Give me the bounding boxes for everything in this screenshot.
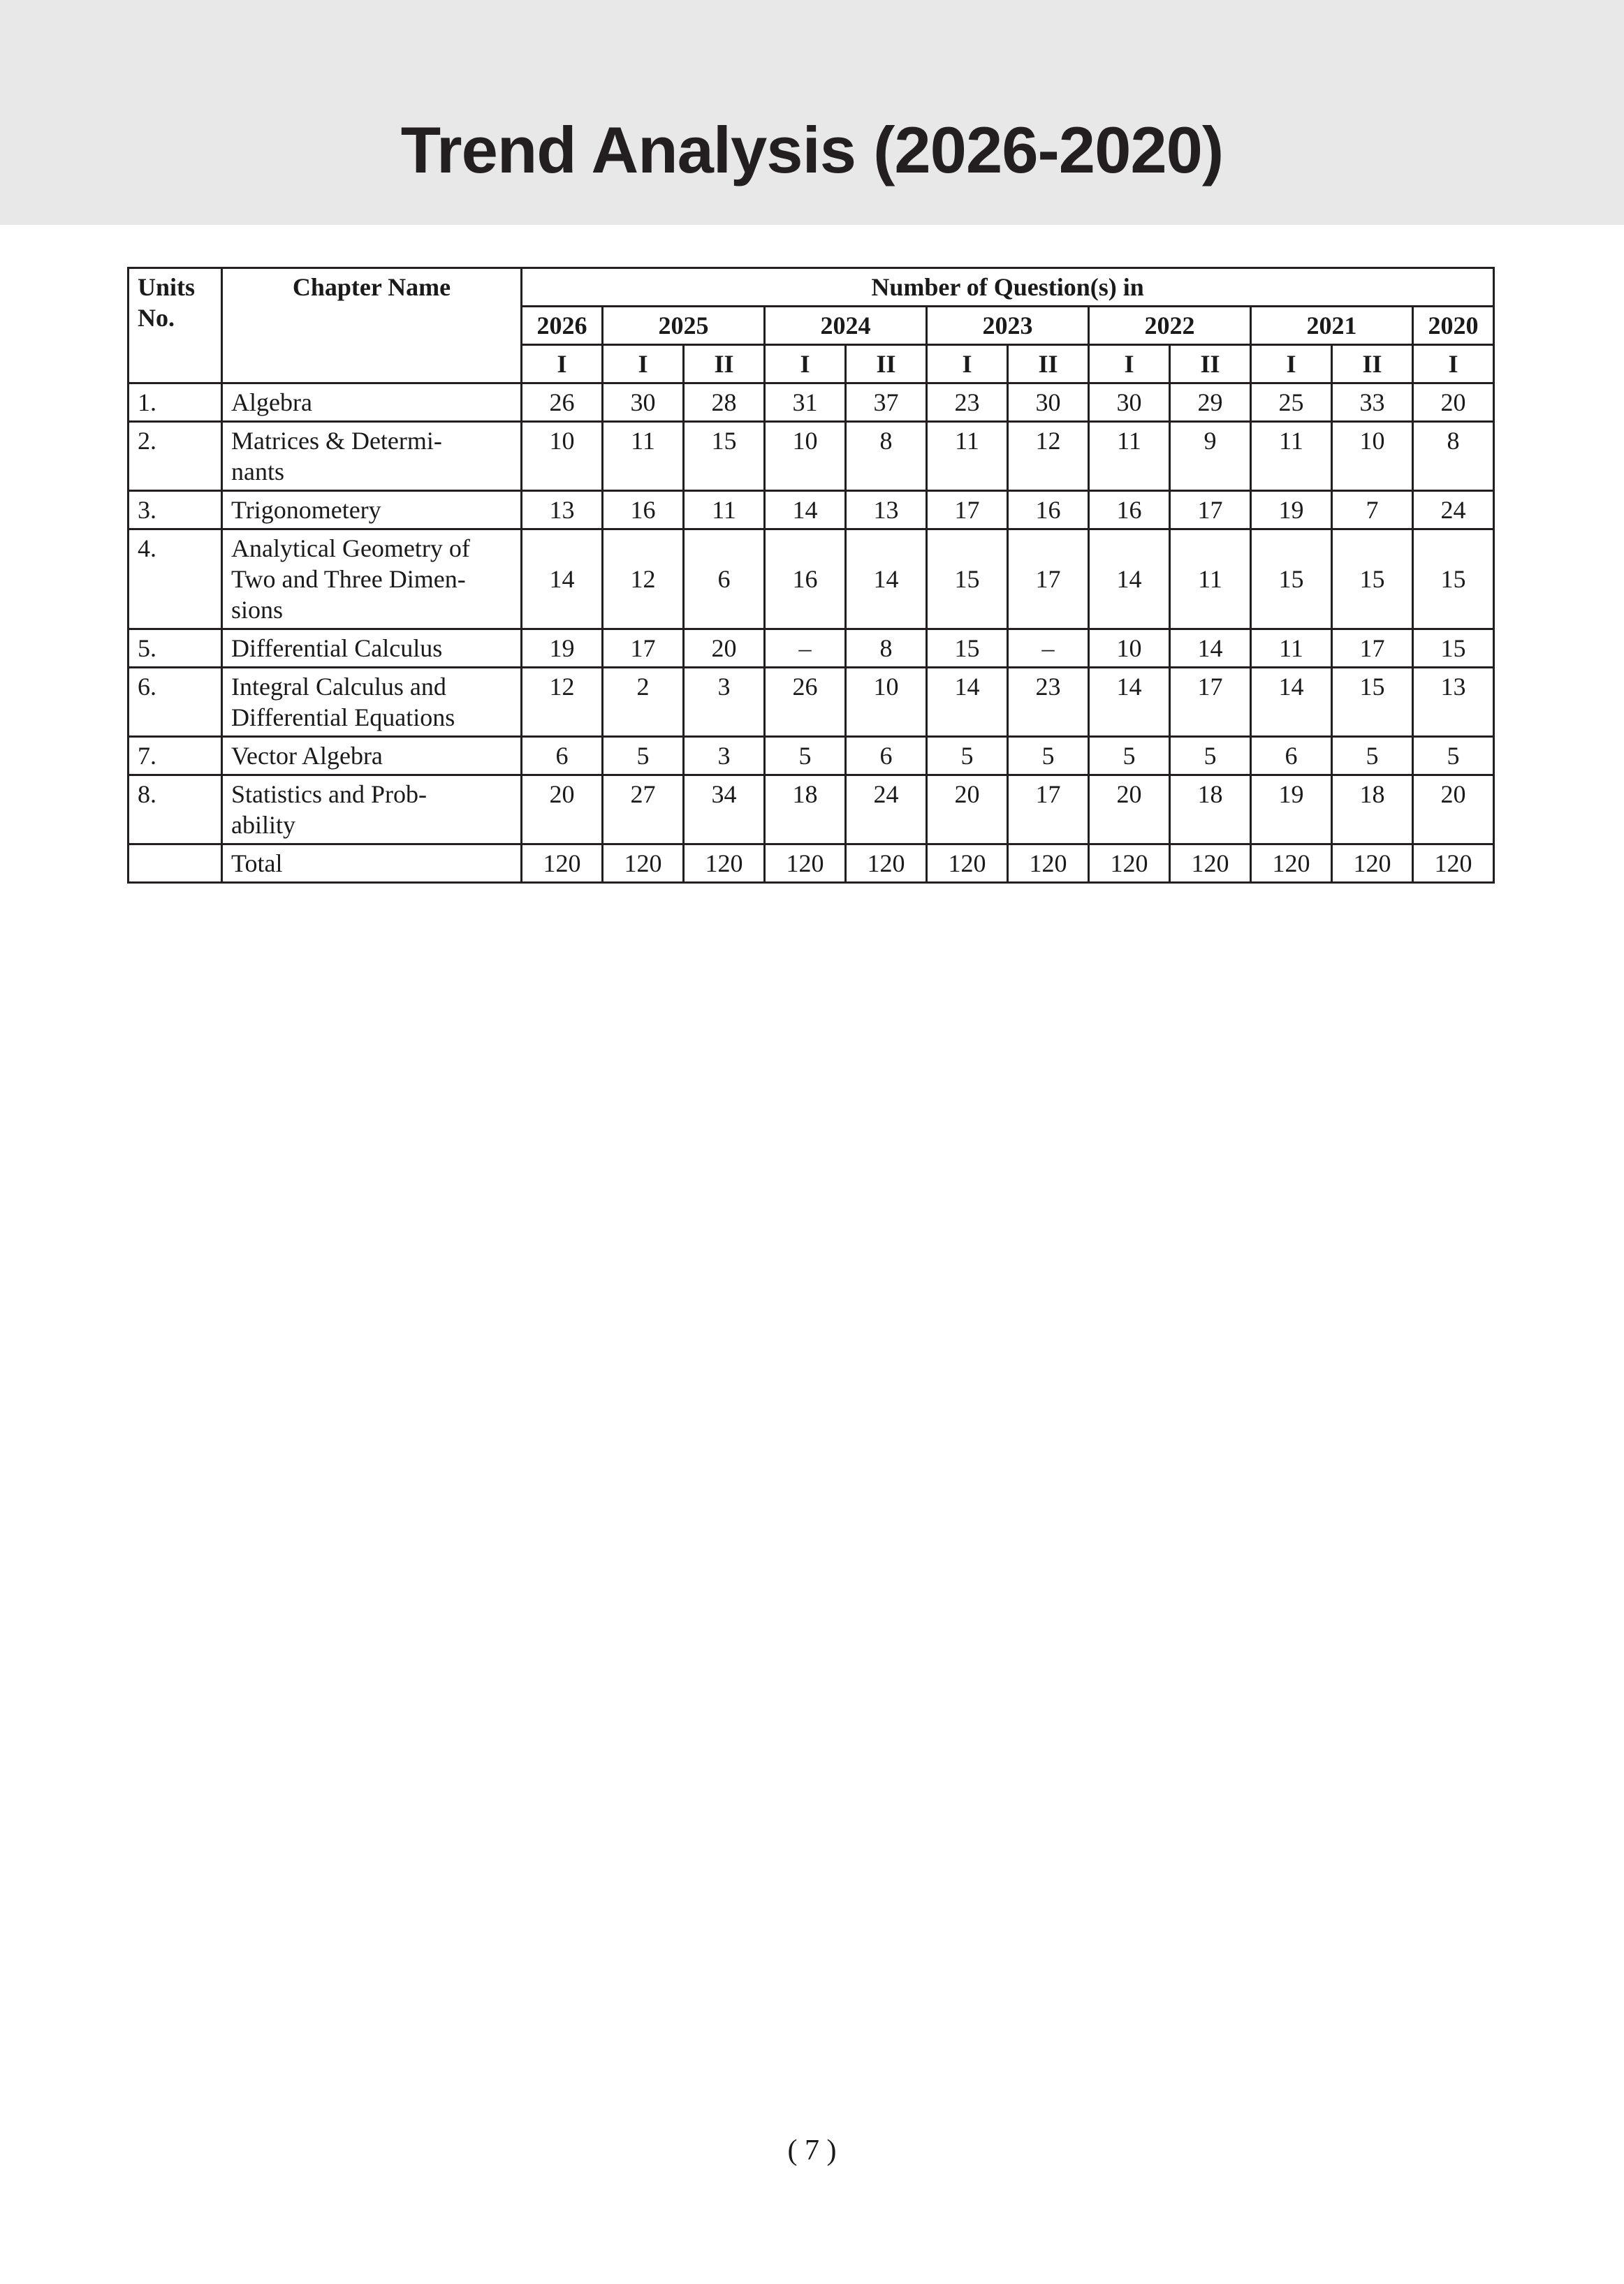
question-count-cell: 20 (927, 775, 1008, 844)
question-count-cell: 16 (603, 491, 684, 529)
session-header: I (522, 345, 603, 383)
question-count-cell: 34 (684, 775, 765, 844)
question-count-cell: 14 (1089, 668, 1170, 737)
table-row (129, 422, 1494, 491)
question-count-cell: – (1008, 629, 1089, 668)
session-header: I (603, 345, 684, 383)
year-header: 2020 (1413, 307, 1494, 345)
session-header: I (765, 345, 846, 383)
question-count-cell: 18 (765, 775, 846, 844)
unit-number-cell: 5. (129, 629, 222, 668)
chapter-name-cell: Analytical Geometry of Two and Three Dimen- sions (222, 529, 522, 629)
question-count-cell: 15 (1332, 529, 1413, 629)
question-count-cell: 26 (522, 383, 603, 422)
question-count-cell: 120 (684, 844, 765, 883)
question-count-cell: 5 (1089, 737, 1170, 775)
question-count-cell: 5 (1332, 737, 1413, 775)
table-row (129, 737, 1494, 775)
question-count-cell: 20 (522, 775, 603, 844)
question-count-cell: 2 (603, 668, 684, 737)
unit-number-cell: 3. (129, 491, 222, 529)
chapter-name-cell: Trigonometery (222, 491, 522, 529)
question-count-cell: 26 (765, 668, 846, 737)
question-count-cell: 120 (1413, 844, 1494, 883)
question-count-cell: 23 (927, 383, 1008, 422)
question-count-cell: 11 (1089, 422, 1170, 491)
question-count-cell: 10 (1089, 629, 1170, 668)
question-count-cell: 30 (603, 383, 684, 422)
question-count-cell: 20 (1089, 775, 1170, 844)
question-count-cell: 14 (927, 668, 1008, 737)
question-count-cell: 14 (1170, 629, 1251, 668)
question-count-cell: 3 (684, 668, 765, 737)
questions-group-header: Number of Question(s) in (522, 268, 1494, 307)
question-count-cell: 15 (927, 629, 1008, 668)
session-header: I (1413, 345, 1494, 383)
question-count-cell: 24 (846, 775, 927, 844)
question-count-cell: 19 (1251, 775, 1332, 844)
question-count-cell: 120 (1008, 844, 1089, 883)
question-count-cell: 18 (1170, 775, 1251, 844)
question-count-cell: 17 (1170, 668, 1251, 737)
question-count-cell: 8 (1413, 422, 1494, 491)
chapter-name-cell: Matrices & Determi- nants (222, 422, 522, 491)
question-count-cell: 5 (765, 737, 846, 775)
question-count-cell: 11 (1170, 529, 1251, 629)
session-header: II (1170, 345, 1251, 383)
question-count-cell: 120 (765, 844, 846, 883)
unit-number-cell: 8. (129, 775, 222, 844)
question-count-cell: 20 (1413, 383, 1494, 422)
question-count-cell: 120 (1089, 844, 1170, 883)
table-row (129, 529, 1494, 629)
chapter-name-cell: Algebra (222, 383, 522, 422)
chapter-name-cell: Integral Calculus and Differential Equations (222, 668, 522, 737)
question-count-cell: 5 (1008, 737, 1089, 775)
question-count-cell: 27 (603, 775, 684, 844)
question-count-cell: 20 (1413, 775, 1494, 844)
question-count-cell: 16 (1008, 491, 1089, 529)
question-count-cell: 7 (1332, 491, 1413, 529)
question-count-cell: 11 (927, 422, 1008, 491)
question-count-cell: 3 (684, 737, 765, 775)
question-count-cell: 14 (846, 529, 927, 629)
table-row (129, 383, 1494, 422)
session-header: II (846, 345, 927, 383)
session-header: I (927, 345, 1008, 383)
question-count-cell: 14 (522, 529, 603, 629)
question-count-cell: 37 (846, 383, 927, 422)
question-count-cell: 6 (1251, 737, 1332, 775)
question-count-cell: 19 (1251, 491, 1332, 529)
question-count-cell: 16 (1089, 491, 1170, 529)
year-header: 2022 (1089, 307, 1251, 345)
question-count-cell: 14 (765, 491, 846, 529)
year-header: 2025 (603, 307, 765, 345)
question-count-cell: 120 (603, 844, 684, 883)
question-count-cell: 13 (846, 491, 927, 529)
table-row (129, 491, 1494, 529)
question-count-cell: 12 (1008, 422, 1089, 491)
question-count-cell: 9 (1170, 422, 1251, 491)
year-header: 2024 (765, 307, 927, 345)
trend-analysis-table (127, 267, 1495, 884)
question-count-cell: 17 (927, 491, 1008, 529)
question-count-cell: 10 (846, 668, 927, 737)
question-count-cell: 5 (603, 737, 684, 775)
question-count-cell: 17 (1008, 775, 1089, 844)
unit-number-cell: 7. (129, 737, 222, 775)
question-count-cell: 20 (684, 629, 765, 668)
chapter-name-cell: Total (222, 844, 522, 883)
year-header: 2023 (927, 307, 1089, 345)
question-count-cell: 14 (1251, 668, 1332, 737)
unit-number-cell: 6. (129, 668, 222, 737)
header-row-group (129, 268, 1494, 307)
table-row (129, 844, 1494, 883)
chapter-name-cell: Differential Calculus (222, 629, 522, 668)
question-count-cell: 31 (765, 383, 846, 422)
question-count-cell: 11 (684, 491, 765, 529)
question-count-cell: 11 (603, 422, 684, 491)
question-count-cell: 28 (684, 383, 765, 422)
question-count-cell: 8 (846, 629, 927, 668)
question-count-cell: 15 (1413, 529, 1494, 629)
question-count-cell: 33 (1332, 383, 1413, 422)
question-count-cell: 10 (1332, 422, 1413, 491)
question-count-cell: 30 (1008, 383, 1089, 422)
question-count-cell: 120 (1251, 844, 1332, 883)
question-count-cell: 17 (1332, 629, 1413, 668)
question-count-cell: 30 (1089, 383, 1170, 422)
units-no-header: Units No. (129, 268, 222, 383)
question-count-cell: 14 (1089, 529, 1170, 629)
year-header: 2026 (522, 307, 603, 345)
table-row (129, 629, 1494, 668)
question-count-cell: 11 (1251, 422, 1332, 491)
question-count-cell: 10 (522, 422, 603, 491)
question-count-cell: 10 (765, 422, 846, 491)
question-count-cell: 5 (927, 737, 1008, 775)
question-count-cell: 29 (1170, 383, 1251, 422)
session-header: II (1008, 345, 1089, 383)
question-count-cell: 120 (522, 844, 603, 883)
question-count-cell: 120 (1332, 844, 1413, 883)
question-count-cell: – (765, 629, 846, 668)
chapter-name-cell: Statistics and Prob- ability (222, 775, 522, 844)
question-count-cell: 11 (1251, 629, 1332, 668)
unit-number-cell: 2. (129, 422, 222, 491)
question-count-cell: 15 (927, 529, 1008, 629)
year-header: 2021 (1251, 307, 1413, 345)
question-count-cell: 5 (1413, 737, 1494, 775)
unit-number-cell: 4. (129, 529, 222, 629)
question-count-cell: 19 (522, 629, 603, 668)
table-row (129, 775, 1494, 844)
question-count-cell: 15 (1251, 529, 1332, 629)
question-count-cell: 6 (846, 737, 927, 775)
question-count-cell: 15 (684, 422, 765, 491)
question-count-cell: 15 (1413, 629, 1494, 668)
session-header: I (1251, 345, 1332, 383)
page-number: ( 7 ) (787, 2135, 837, 2167)
unit-number-cell: 1. (129, 383, 222, 422)
question-count-cell: 12 (603, 529, 684, 629)
question-count-cell: 17 (1170, 491, 1251, 529)
session-header: II (1332, 345, 1413, 383)
question-count-cell: 15 (1332, 668, 1413, 737)
question-count-cell: 120 (927, 844, 1008, 883)
title-banner (0, 0, 1624, 225)
question-count-cell: 12 (522, 668, 603, 737)
question-count-cell: 13 (1413, 668, 1494, 737)
chapter-name-cell: Vector Algebra (222, 737, 522, 775)
session-header: I (1089, 345, 1170, 383)
question-count-cell: 25 (1251, 383, 1332, 422)
question-count-cell: 6 (522, 737, 603, 775)
question-count-cell: 120 (1170, 844, 1251, 883)
question-count-cell: 23 (1008, 668, 1089, 737)
question-count-cell: 5 (1170, 737, 1251, 775)
unit-number-cell (129, 844, 222, 883)
session-header: II (684, 345, 765, 383)
chapter-name-header: Chapter Name (222, 268, 522, 383)
question-count-cell: 16 (765, 529, 846, 629)
question-count-cell: 6 (684, 529, 765, 629)
question-count-cell: 17 (1008, 529, 1089, 629)
question-count-cell: 13 (522, 491, 603, 529)
question-count-cell: 18 (1332, 775, 1413, 844)
table-row (129, 668, 1494, 737)
page-title: Trend Analysis (2026-2020) (400, 113, 1224, 186)
question-count-cell: 24 (1413, 491, 1494, 529)
question-count-cell: 8 (846, 422, 927, 491)
question-count-cell: 17 (603, 629, 684, 668)
question-count-cell: 120 (846, 844, 927, 883)
